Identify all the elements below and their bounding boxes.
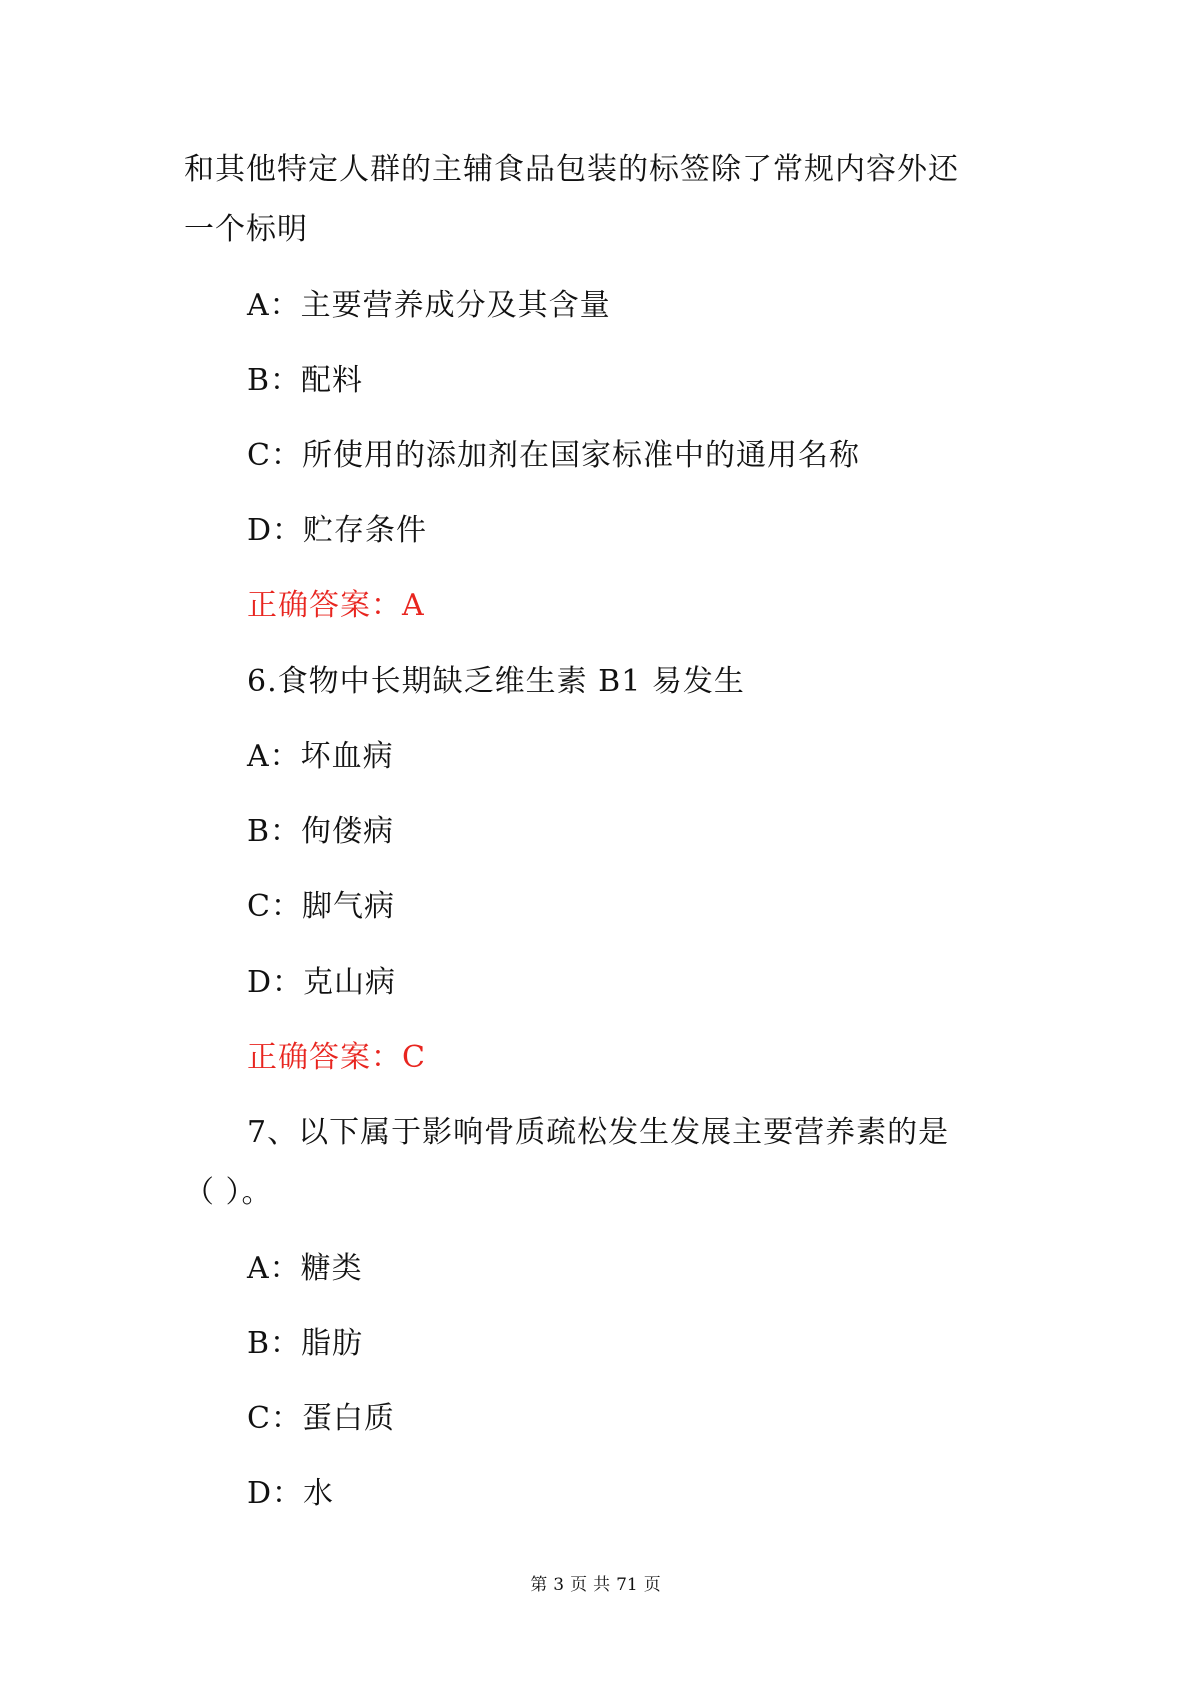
footer-current-page: 3 xyxy=(553,1575,565,1595)
footer-suffix: 页 xyxy=(643,1575,661,1595)
question-5-option-a: A：主要营养成分及其含量 xyxy=(247,288,611,323)
footer-page-label: 页 xyxy=(570,1575,588,1595)
question-7-option-a: A：糖类 xyxy=(247,1251,363,1286)
question-5-answer: 正确答案：A xyxy=(247,588,425,623)
question-6-option-a: A：坏血病 xyxy=(247,739,394,774)
footer-total-pages: 71 xyxy=(616,1575,638,1595)
question-6-option-b: B：佝偻病 xyxy=(247,814,395,849)
question-5-option-d: D：贮存条件 xyxy=(247,513,428,548)
footer-total-label: 共 xyxy=(593,1575,611,1595)
question-6-stem: 6.食物中长期缺乏维生素 B1 易发生 xyxy=(247,664,745,699)
footer-prefix: 第 xyxy=(530,1575,548,1595)
question-7-option-c: C：蛋白质 xyxy=(247,1401,395,1436)
question-7-option-d: D：水 xyxy=(247,1476,335,1511)
question-7-stem-line-2: （ ）。 xyxy=(184,1175,273,1210)
question-5-option-c: C：所使用的添加剂在国家标准中的通用名称 xyxy=(247,438,860,473)
question-5-stem-line-2: 一个标明 xyxy=(184,212,308,247)
question-6-answer: 正确答案：C xyxy=(247,1040,426,1075)
question-7-stem-line-1: 7、以下属于影响骨质疏松发生发展主要营养素的是 xyxy=(247,1115,950,1150)
question-6-option-d: D：克山病 xyxy=(247,965,397,1000)
question-6-option-c: C：脚气病 xyxy=(247,889,395,924)
page-footer xyxy=(0,1574,1191,1596)
question-7-option-b: B：脂肪 xyxy=(247,1326,364,1361)
question-5-stem-line-1: 和其他特定人群的主辅食品包装的标签除了常规内容外还 xyxy=(184,152,959,187)
question-5-option-b: B：配料 xyxy=(247,363,364,398)
